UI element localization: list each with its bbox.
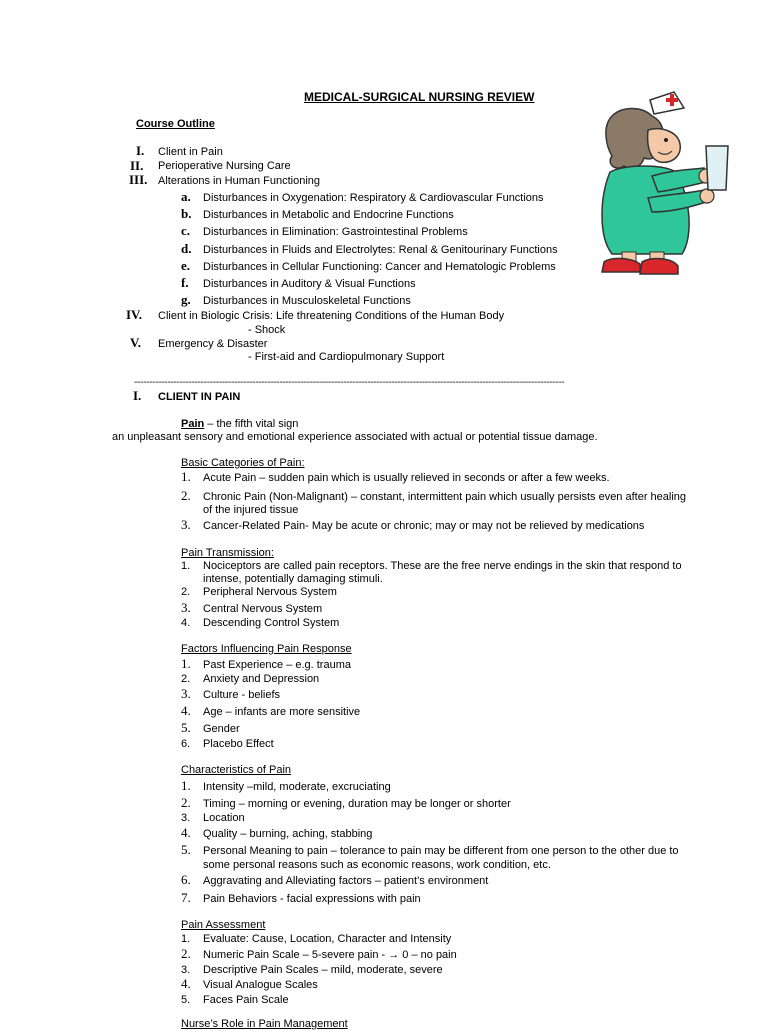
- list-number: 3.: [181, 600, 191, 615]
- list-item: Central Nervous System: [203, 603, 323, 615]
- list-number: 6.: [181, 872, 191, 887]
- list-number: 1.: [181, 469, 191, 484]
- next-section-heading: Nurse’s Role in Pain Management: [181, 1018, 348, 1030]
- outline-item: Emergency & Disaster: [158, 338, 268, 350]
- list-item: Chronic Pain (Non-Malignant) – constant, intermittent pain which usually persists even after healing: [203, 491, 687, 503]
- list-number: 1.: [181, 560, 191, 572]
- outline-subitem-letter: e.: [181, 258, 191, 273]
- list-item-continued: of the injured tissue: [203, 504, 299, 516]
- list-number: 3.: [181, 812, 191, 824]
- list-number: 2.: [181, 795, 191, 810]
- outline-subitem-letter: a.: [181, 189, 191, 204]
- nurse-cartoon-icon: [592, 86, 732, 280]
- outline-subitem: Disturbances in Cellular Functioning: Cancer and Hematologic Problems: [203, 261, 556, 273]
- list-number: 5.: [181, 842, 191, 857]
- outline-subitem-letter: f.: [181, 275, 189, 290]
- list-number: 2.: [181, 673, 191, 685]
- list-item: Nociceptors are called pain receptors. These are the free nerve endings in the skin that respond to: [203, 560, 682, 572]
- outline-item: Client in Pain: [158, 146, 223, 158]
- list-number: 1.: [181, 656, 191, 671]
- outline-item-number: IV.: [126, 307, 143, 322]
- outline-subitem: Disturbances in Musculoskeletal Functions: [203, 295, 411, 307]
- outline-item-sub: - Shock: [248, 324, 286, 336]
- outline-item-number: V.: [130, 335, 141, 350]
- outline-subitem-letter: b.: [181, 206, 192, 221]
- pain-definition: an unpleasant sensory and emotional experience associated with actual or potential tissue damage.: [112, 431, 598, 443]
- list-item: Descriptive Pain Scales – mild, moderate, severe: [203, 964, 443, 976]
- list-item: Culture - beliefs: [203, 689, 281, 701]
- list-item-continued: some personal reasons such as economic reasons, work condition, etc.: [203, 859, 551, 871]
- pain-term: Pain: [181, 418, 205, 430]
- list-item: Descending Control System: [203, 617, 340, 629]
- outline-item-number: II.: [130, 158, 144, 173]
- list-number: 3.: [181, 686, 191, 701]
- pain-definition-line: [181, 417, 298, 431]
- outline-subitem-letter: c.: [181, 223, 191, 238]
- list-number: 1.: [181, 778, 191, 793]
- course-outline-heading: Course Outline: [136, 118, 215, 130]
- list-item: Past Experience – e.g. trauma: [203, 659, 351, 671]
- list-item: Quality – burning, aching, stabbing: [203, 828, 373, 840]
- outline-item-number: III.: [129, 172, 148, 187]
- outline-item-sub: - First-aid and Cardiopulmonary Support: [248, 351, 445, 363]
- list-item: Numeric Pain Scale – 5-severe pain - → 0 – no pain: [203, 949, 457, 961]
- list-item-continued: intense, potentially damaging stimuli.: [203, 573, 383, 585]
- outline-subitem: Disturbances in Auditory & Visual Functions: [203, 278, 416, 290]
- list-number: 4.: [181, 825, 191, 840]
- outline-item-number: I.: [136, 143, 145, 158]
- section-heading: CLIENT IN PAIN: [158, 391, 241, 403]
- basic-categories-heading: Basic Categories of Pain:: [181, 457, 305, 469]
- outline-subitem: Disturbances in Metabolic and Endocrine Functions: [203, 209, 454, 221]
- list-item: Anxiety and Depression: [203, 673, 320, 685]
- outline-subitem: Disturbances in Oxygenation: Respiratory & Cardiovascular Functions: [203, 192, 544, 204]
- outline-subitem: Disturbances in Elimination: Gastrointestinal Problems: [203, 226, 468, 238]
- document-title: MEDICAL-SURGICAL NURSING REVIEW: [304, 90, 535, 104]
- list-item: Acute Pain – sudden pain which is usually relieved in seconds or after a few weeks.: [203, 472, 610, 484]
- outline-subitem: Disturbances in Fluids and Electrolytes: Renal & Genitourinary Functions: [203, 244, 558, 256]
- outline-item: Client in Biologic Crisis: Life threatening Conditions of the Human Body: [158, 310, 505, 322]
- list-item: Cancer-Related Pain- May be acute or chronic; may or may not be relieved by medications: [203, 520, 645, 532]
- section-number: I.: [133, 388, 142, 403]
- list-item: Aggravating and Alleviating factors – patient’s environment: [203, 875, 489, 887]
- characteristics-heading: Characteristics of Pain: [181, 764, 292, 776]
- outline-subitem-letter: g.: [181, 292, 191, 307]
- list-number: 6.: [181, 738, 191, 750]
- list-number: 4.: [181, 617, 191, 629]
- list-item: Gender: [203, 723, 240, 735]
- list-number: 1.: [181, 933, 191, 945]
- list-number: 2.: [181, 488, 191, 503]
- list-number: 2.: [181, 586, 191, 598]
- list-number: 5.: [181, 994, 191, 1006]
- list-item: Placebo Effect: [203, 738, 274, 750]
- list-item: Personal Meaning to pain – tolerance to pain may be different from one person to the other due to: [203, 845, 679, 857]
- list-number: 3.: [181, 964, 191, 976]
- list-number: 4.: [181, 976, 191, 991]
- list-item: Location: [203, 812, 245, 824]
- pain-assessment-heading: Pain Assessment: [181, 919, 266, 931]
- list-item: Evaluate: Cause, Location, Character and Intensity: [203, 933, 452, 945]
- list-item: Faces Pain Scale: [203, 994, 289, 1006]
- list-item: Peripheral Nervous System: [203, 586, 337, 598]
- list-number: 3.: [181, 517, 191, 532]
- factors-heading: Factors Influencing Pain Response: [181, 643, 352, 655]
- outline-subitem-letter: d.: [181, 241, 192, 256]
- list-item: Pain Behaviors - facial expressions with pain: [203, 893, 421, 905]
- list-item: Age – infants are more sensitive: [203, 706, 361, 718]
- outline-item: Alterations in Human Functioning: [158, 175, 321, 187]
- list-item: Timing – morning or evening, duration may be longer or shorter: [203, 798, 511, 810]
- list-number: 2.: [181, 946, 191, 961]
- list-item: Intensity –mild, moderate, excruciating: [203, 781, 391, 793]
- outline-item: Perioperative Nursing Care: [158, 160, 291, 172]
- list-number: 5.: [181, 720, 191, 735]
- pain-subtitle: – the fifth vital sign: [204, 418, 299, 430]
- section-divider: ----------------------------------------------------------------------------------------------------------------------------------------------: [134, 377, 565, 388]
- list-number: 7.: [181, 890, 191, 905]
- list-item: Visual Analogue Scales: [203, 979, 318, 991]
- pain-transmission-heading: Pain Transmission:: [181, 547, 274, 559]
- list-number: 4.: [181, 703, 191, 718]
